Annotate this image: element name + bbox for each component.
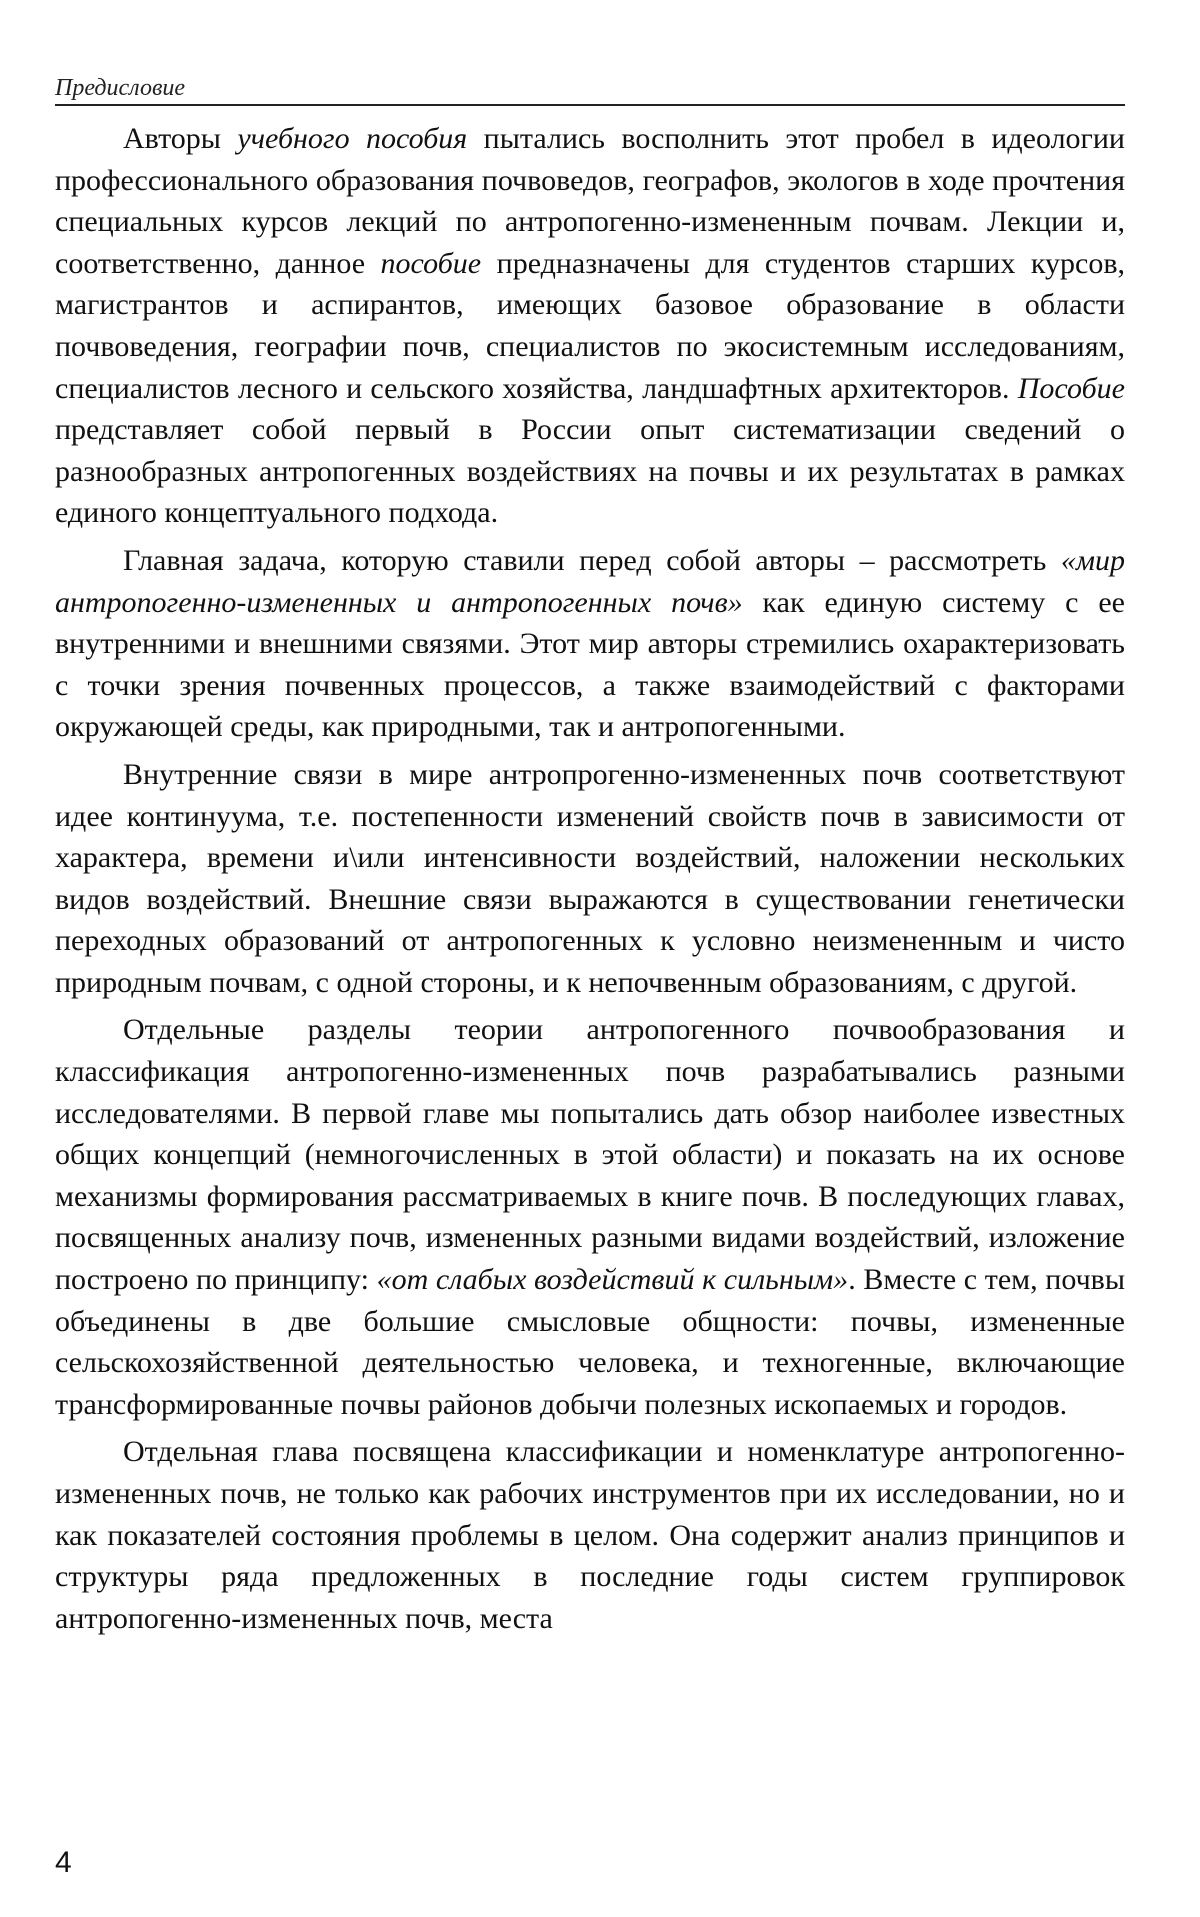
italic-run: Пособие (1017, 371, 1125, 405)
italic-run: пособие (380, 246, 482, 280)
paragraph-4 (55, 1009, 1125, 1425)
page-number: 4 (55, 1846, 72, 1879)
body-text (55, 118, 1125, 1639)
paragraph-2 (55, 540, 1125, 748)
text-run: Отдельная глава посвящена классификации и номенклатуре антропогенно-измененных почв, не только как рабочих инструментов при их исследовании, но и как показателей состояния проблемы в целом. Она содержит анализ принципов и структуры ряда предложенных в последние годы систем группировок антропогенно-измененных почв, места (55, 1435, 1125, 1635)
text-run: Главная задача, которую ставили перед собой авторы – рассмотреть (123, 543, 1061, 577)
text-run: представляет собой первый в России опыт систематизации сведений о разнообразных антропогенных воздействиях на почвы и их результатах в рамках единого концептуального подхода. (55, 413, 1125, 530)
text-run: . Вместе с тем, почвы объединены в две большие смысловые общности: почвы, измененные сельскохозяйственной деятельностью человека, и техногенные, включающие трансформированные почвы районов добычи полезных ископаемых и городов. (55, 1263, 1125, 1421)
paragraph-3 (55, 754, 1125, 1004)
header-rule (55, 104, 1125, 106)
text-run: предназначены для студентов старших курсов, магистрантов и аспирантов, имеющих базовое образование в области почвоведения, географии почв, специалистов по экосистемным исследованиям, специалистов лесного и сельского хозяйства, ландшафтных архитекторов. (55, 246, 1125, 405)
paragraph-1 (55, 118, 1125, 534)
text-run: как единую систему с ее внутренними и внешними связями. Этот мир авторы стремились охарактеризовать с точки зрения почвенных процессов, а также взаимодействий с факторами окружающей среды, как природными, так и антропогенными. (55, 585, 1125, 744)
running-head: Предисловие (55, 75, 186, 101)
italic-run: «мир антропогенно-измененных и антропогенных почв» (55, 543, 1125, 619)
text-run: Внутренние связи в мире антропрогенно-измененных почв соответствуют идее континуума, т.е. постепенности изменений свойств почв в зависимости от характера, времени и\или интенсивности воздействий, наложении нескольких видов воздействий. Внешние связи выражаются в существовании генетически переходных образований от антропогенных к условно неизмененным и чисто природным почвам, с одной стороны, и к непочвенным образованиям, с другой. (55, 757, 1125, 999)
text-run: пытались восполнить этот пробел в идеологии профессионального образования почвоведов, географов, экологов в ходе прочтения специальных курсов лекций по антропогенно-измененным почвам. Лекции и, соответственно, данное (55, 122, 1125, 280)
text-run: Отдельные разделы теории антропогенного почвообразования и классификация антропогенно-измененных почв разрабатывались разными исследователями. В первой главе мы попытались дать обзор наиболее известных общих концепций (немногочисленных в этой области) и показать на их основе механизмы формирования рассматриваемых в книге почв. В последующих главах, посвященных анализу почв, измененных разными видами воздействий, изложение построено по принципу: (55, 1013, 1125, 1297)
italic-run: учебного пособия (237, 122, 468, 155)
paragraph-5 (55, 1431, 1125, 1639)
italic-run: «от слабых воздействий к сильным» (376, 1263, 849, 1297)
text-run: Авторы (123, 122, 238, 155)
